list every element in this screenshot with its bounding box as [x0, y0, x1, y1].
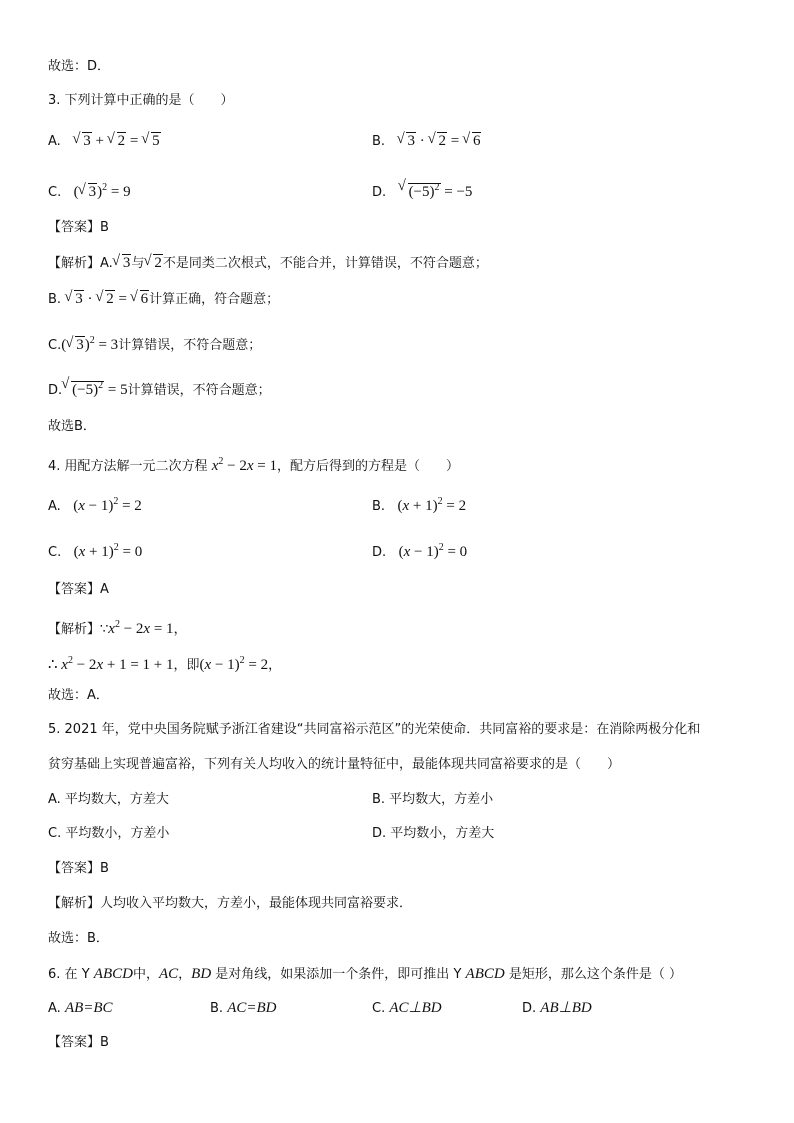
q3-option-b-expr: √ 3 · √ 2 = √ 6: [397, 133, 481, 149]
q6-stem: 6. 在 Y ABCD中，AC，BD 是对角线，如果添加一个条件，即可推出 Y ABCD 是矩形，那么这个条件是（ ）: [48, 966, 682, 982]
q5-analysis: 【解析】人均收入平均数大，方差小，最能体现共同富裕要求．: [48, 896, 413, 911]
q5-option-b: B. 平均数大，方差小: [372, 792, 494, 807]
q3-option-d-expr: √ $(-5)^2 = -5$: [399, 184, 473, 200]
q3-option-a: A. √ 3 + √ 2 = √ 5: [48, 131, 161, 152]
q3-analysis-c: C.(√ 3)$^2$ = 3计算错误，不符合题意；: [48, 331, 261, 356]
q4-option-b-expr: $(x + 1)^2 = 2$: [397, 496, 467, 514]
q5-stem-line2: 贫穷基础上实现普遍富裕，下列有关人均收入的统计量特征中，最能体现共同富裕要求的是（ ）: [48, 757, 621, 772]
q5-conclusion: 故选：B．: [48, 931, 109, 946]
q4-conclusion: 故选：A．: [48, 688, 109, 703]
q3-option-d: D. √ $(-5)^2 = -5$: [372, 178, 472, 203]
q4-answer: 【答案】A: [48, 582, 109, 597]
q3-option-c-expr: (√ 3)$^2$ = 9: [74, 184, 131, 200]
q6-option-b: B. AC=BD: [210, 1000, 277, 1016]
q6-option-d: D. AB⊥BD: [522, 1000, 592, 1016]
q3-stem: 3. 下列计算中正确的是（ ）: [48, 93, 234, 108]
q6-answer: 【答案】B: [48, 1035, 109, 1050]
q4-option-c-expr: $(x + 1)^2 = 0$: [73, 542, 143, 560]
q5-answer: 【答案】B: [48, 861, 109, 876]
q6-option-a: A. AB=BC: [48, 1000, 113, 1016]
q4-option-b: B. $(x + 1)^2 = 2$: [372, 496, 467, 514]
q4-option-a: A. $(x - 1)^2 = 2$: [48, 496, 142, 514]
q3-conclusion: 故选B．: [48, 419, 96, 434]
q5-option-d: D. 平均数小，方差大: [372, 826, 495, 841]
q3-analysis-d: D.√ $(-5)^2 = 5$计算错误，不符合题意；: [48, 376, 271, 401]
q4-option-c: C. $(x + 1)^2 = 0$: [48, 542, 143, 560]
q3-analysis-a: 【解析】A.√ 3与√ 2不是同类二次根式，不能合并，计算错误，不符合题意；: [48, 253, 488, 274]
q4-analysis: 【解析】$\because x^2 - 2x = 1$，: [48, 619, 187, 637]
q3-option-a-expr: √ 3 + √ 2 = √ 5: [73, 133, 160, 149]
q2-conclusion: 故选：D．: [48, 59, 111, 74]
q3-option-c: C. (√ 3)$^2$ = 9: [48, 178, 131, 203]
q4-option-d: D. $(x - 1)^2 = 0$: [372, 542, 468, 560]
q3-answer: 【答案】B: [48, 220, 109, 235]
q3-option-b: B. √ 3 · √ 2 = √ 6: [372, 131, 481, 152]
q4-analysis-step: ∴ $x^2 - 2x + 1 = 1 + 1$，即$(x - 1)^2 = 2$，: [48, 655, 282, 673]
q5-stem-line1: 5. 2021 年，党中央国务院赋予浙江省建设“共同富裕示范区”的光荣使命．共同富裕的要求是：在消除两极分化和: [48, 722, 701, 737]
q4-stem: 4. 用配方法解一元二次方程 $x^2 - 2x = 1$，配方后得到的方程是（ ）: [48, 456, 459, 474]
q3-analysis-b: B. √ 3 · √ 2 = √ 6计算正确，符合题意；: [48, 289, 279, 310]
q5-option-a: A. 平均数大，方差大: [48, 792, 169, 807]
q4-option-d-expr: $(x - 1)^2 = 0$: [398, 542, 468, 560]
q4-option-a-expr: $(x - 1)^2 = 2$: [73, 496, 142, 514]
q6-option-c: C. AC⊥BD: [372, 1000, 442, 1016]
q5-option-c: C. 平均数小，方差小: [48, 826, 170, 841]
